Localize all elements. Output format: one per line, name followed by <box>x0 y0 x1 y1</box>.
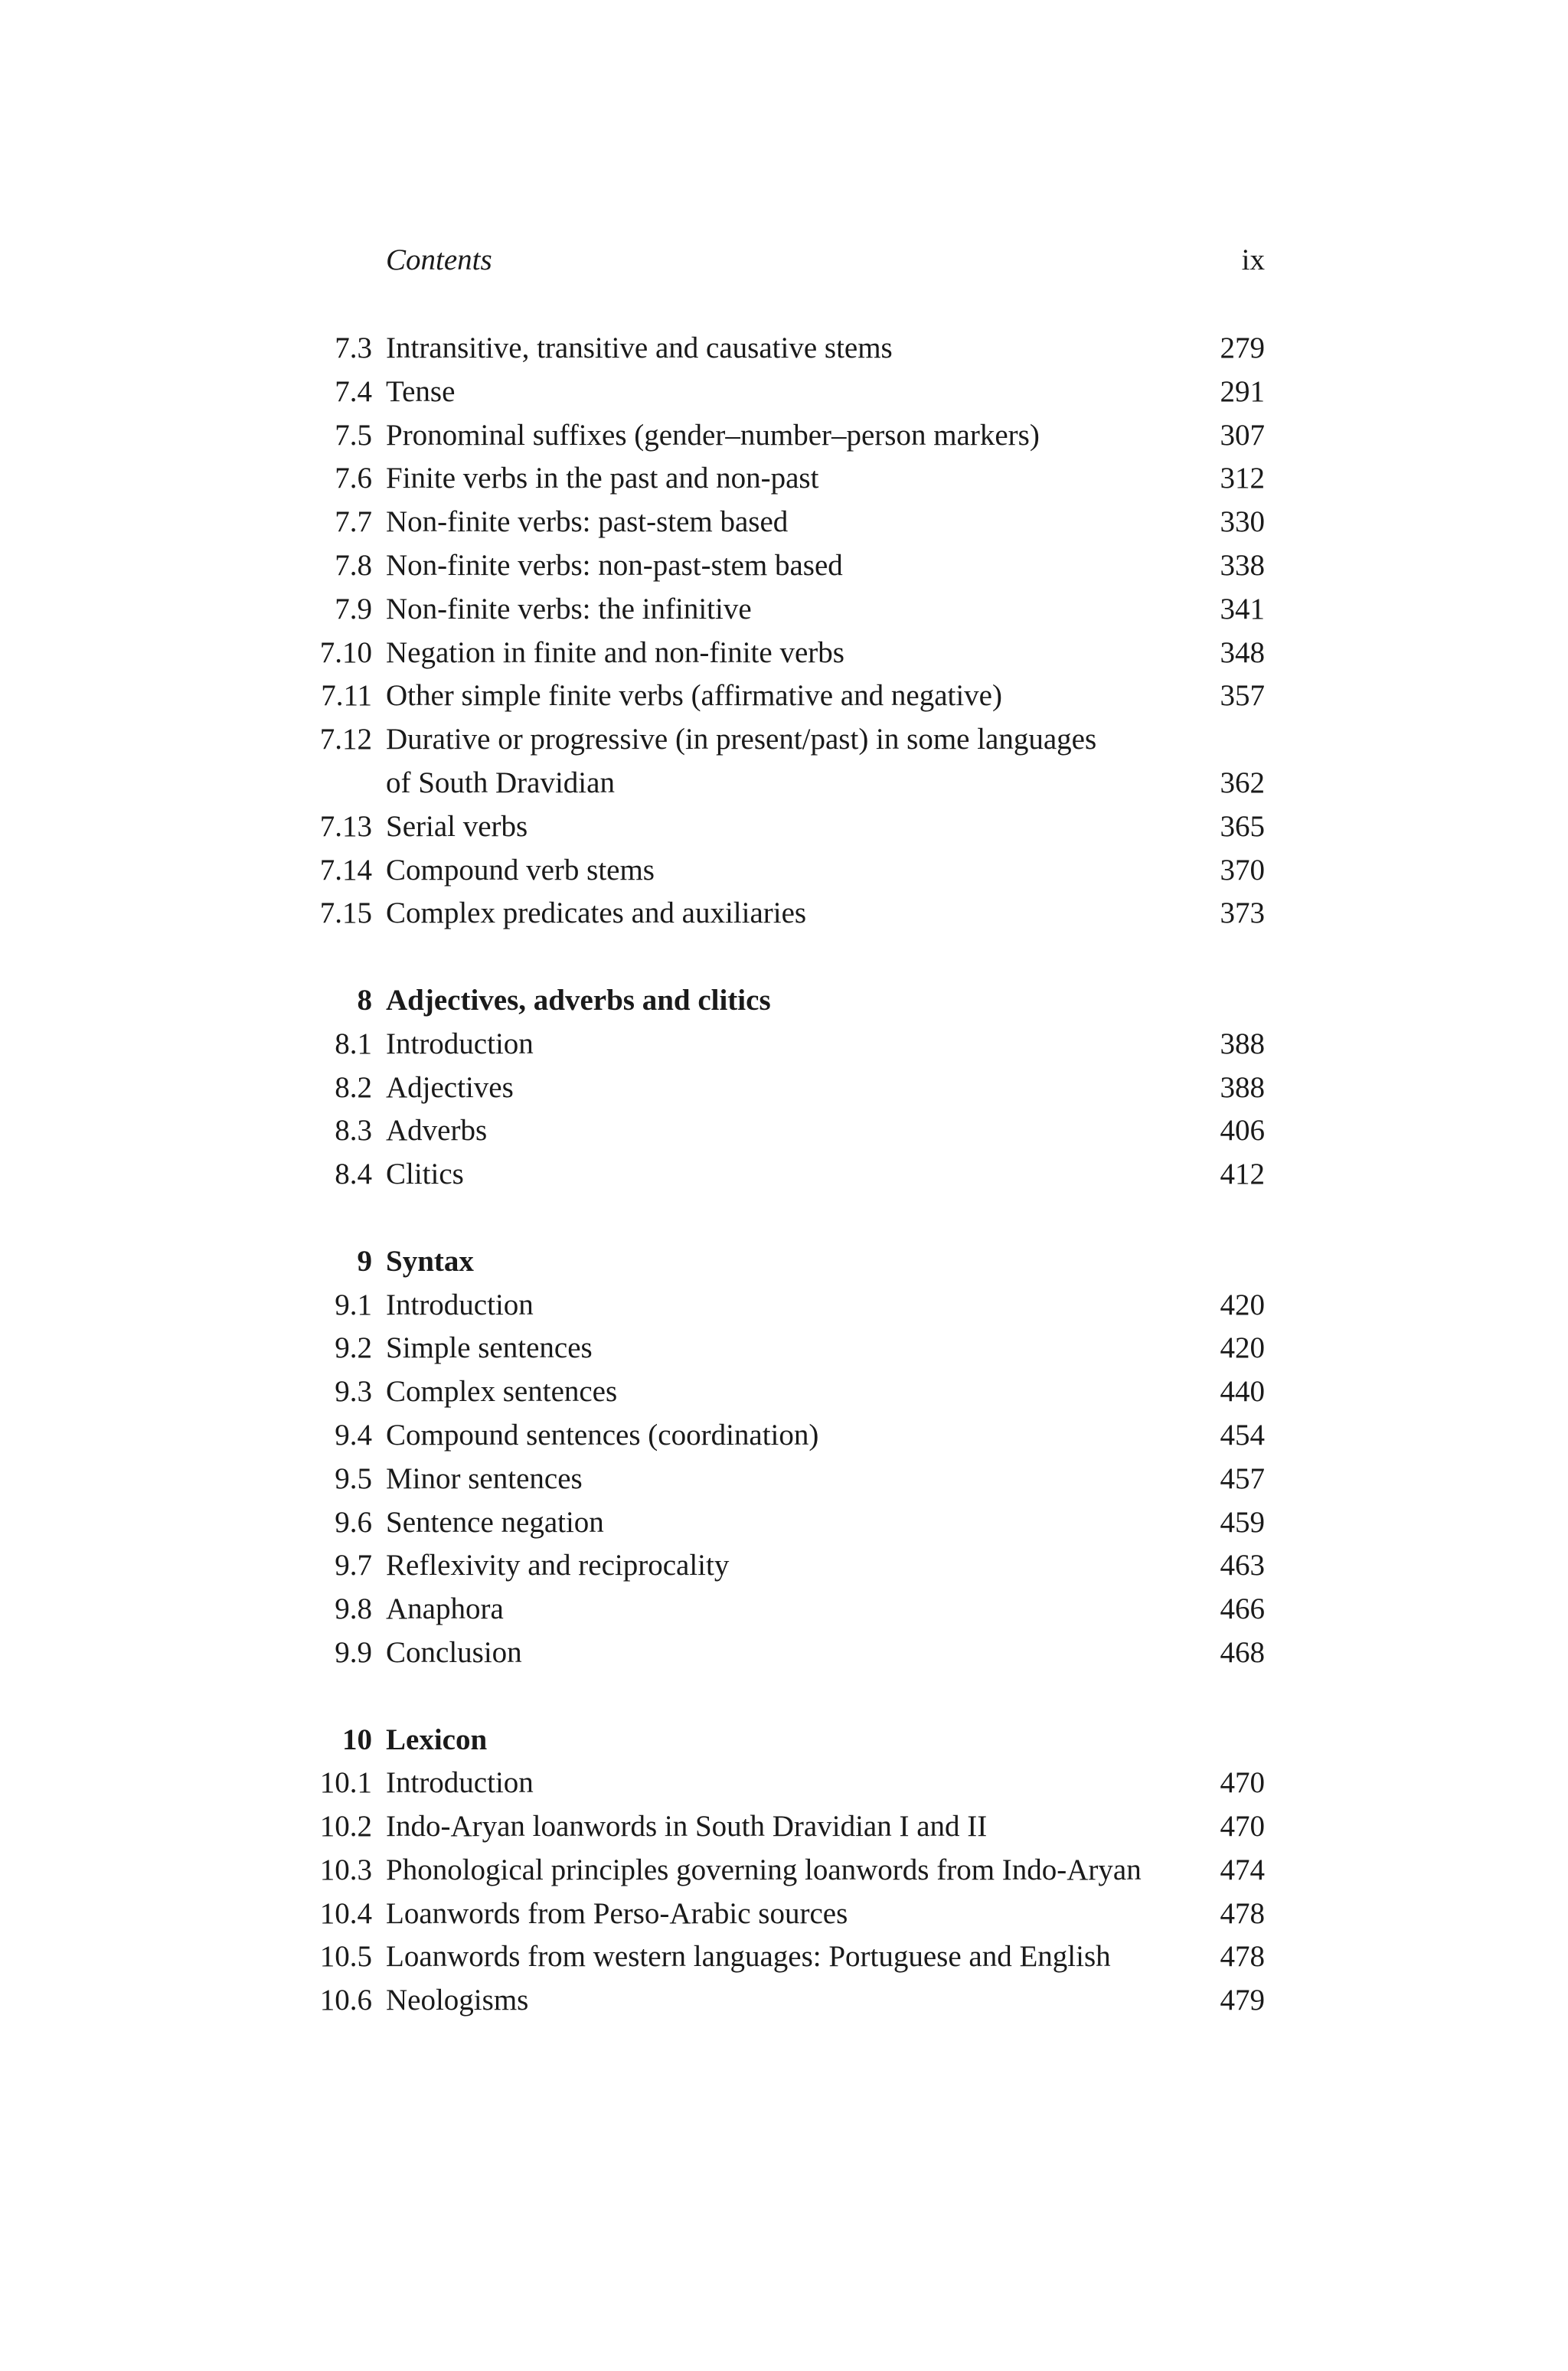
section-number: 9.8 <box>335 1592 372 1626</box>
section-title: Indo-Aryan loanwords in South Dravidian I and II <box>386 1810 988 1844</box>
chapter-number: 8 <box>357 983 372 1017</box>
section-page: 330 <box>1220 505 1265 539</box>
toc-entry <box>276 1805 1265 1849</box>
section-page: 412 <box>1220 1158 1265 1191</box>
section-title: Compound sentences (coordination) <box>386 1418 819 1452</box>
section-page: 362 <box>1220 766 1265 799</box>
section-number: 7.3 <box>335 331 372 364</box>
toc-entry <box>276 849 1265 893</box>
section-title: Complex predicates and auxiliaries <box>386 896 807 930</box>
section-page: 459 <box>1220 1505 1265 1539</box>
section-page: 440 <box>1220 1375 1265 1409</box>
section-title: Conclusion <box>386 1635 522 1669</box>
toc-entry <box>276 327 1265 371</box>
section-page: 466 <box>1220 1592 1265 1626</box>
section-page: 388 <box>1220 1027 1265 1060</box>
section-number: 8.1 <box>335 1027 372 1060</box>
section-number: 7.15 <box>319 896 372 930</box>
section-title: Complex sentences <box>386 1375 618 1409</box>
chapter-heading <box>276 979 1265 1023</box>
section-page: 348 <box>1220 635 1265 669</box>
section-number: 8.2 <box>335 1070 372 1104</box>
section-title: Finite verbs in the past and non-past <box>386 462 819 495</box>
section-title: Reflexivity and reciprocality <box>386 1549 730 1582</box>
section-page: 457 <box>1220 1461 1265 1495</box>
section-page: 454 <box>1220 1418 1265 1452</box>
section-title: Pronominal suffixes (gender–number–person markers) <box>386 418 1040 452</box>
section-number: 9.6 <box>335 1505 372 1539</box>
chapter-title: Lexicon <box>386 1723 488 1756</box>
section-page: 406 <box>1220 1114 1265 1148</box>
section-title: Adjectives <box>386 1070 514 1104</box>
section-page: 370 <box>1220 853 1265 887</box>
section-page: 312 <box>1220 462 1265 495</box>
toc-entry <box>276 1935 1265 1979</box>
section-page: 279 <box>1220 331 1265 364</box>
section-number: 7.12 <box>319 723 372 756</box>
section-page: 388 <box>1220 1070 1265 1104</box>
table-of-contents <box>276 327 1265 2023</box>
section-number: 10.2 <box>319 1810 372 1844</box>
section-number: 7.13 <box>319 809 372 843</box>
section-page: 357 <box>1220 679 1265 713</box>
toc-entry <box>276 1327 1265 1370</box>
toc-entry <box>276 1893 1265 1936</box>
section-page: 420 <box>1220 1288 1265 1321</box>
toc-entry <box>276 1501 1265 1545</box>
section-title: Tense <box>386 374 456 408</box>
section-number: 10.4 <box>319 1896 372 1930</box>
section-title: Compound verb stems <box>386 853 655 887</box>
toc-entry <box>276 1066 1265 1110</box>
section-number: 7.7 <box>335 505 372 539</box>
section-number: 7.8 <box>335 548 372 582</box>
toc-entry <box>276 718 1265 762</box>
section-page: 420 <box>1220 1331 1265 1365</box>
section-page: 479 <box>1220 1984 1265 2017</box>
section-number: 8.4 <box>335 1158 372 1191</box>
toc-entry <box>276 371 1265 414</box>
chapter-heading <box>276 1240 1265 1284</box>
toc-entry <box>276 1979 1265 2023</box>
section-page: 373 <box>1220 896 1265 930</box>
section-page: 338 <box>1220 548 1265 582</box>
section-title: Clitics <box>386 1158 464 1191</box>
section-title: Loanwords from western languages: Portuguese and English <box>386 1940 1111 1974</box>
section-title: Non-finite verbs: past-stem based <box>386 505 789 539</box>
section-title: Neologisms <box>386 1984 529 2017</box>
section-number: 10.5 <box>319 1940 372 1974</box>
section-number: 9.4 <box>335 1418 372 1452</box>
toc-entry <box>276 1370 1265 1414</box>
toc-entry <box>276 588 1265 632</box>
toc-entry <box>276 544 1265 588</box>
toc-entry <box>276 414 1265 458</box>
toc-entry <box>276 892 1265 936</box>
toc-entry <box>276 1153 1265 1197</box>
running-header-title: Contents <box>386 243 492 276</box>
section-number: 10.1 <box>319 1766 372 1800</box>
section-page: 470 <box>1220 1810 1265 1844</box>
section-number: 10.3 <box>319 1853 372 1886</box>
toc-entry <box>276 1023 1265 1066</box>
chapter-number: 10 <box>342 1723 372 1756</box>
section-number: 9.3 <box>335 1375 372 1409</box>
section-number: 7.9 <box>335 592 372 625</box>
running-header-page-number: ix <box>1241 243 1265 276</box>
section-title: Non-finite verbs: non-past-stem based <box>386 548 843 582</box>
toc-entry <box>276 1762 1265 1805</box>
section-title: Loanwords from Perso-Arabic sources <box>386 1896 848 1930</box>
section-page: 470 <box>1220 1766 1265 1800</box>
section-page: 341 <box>1220 592 1265 625</box>
toc-entry <box>276 457 1265 501</box>
section-title: Serial verbs <box>386 809 528 843</box>
section-page: 478 <box>1220 1940 1265 1974</box>
toc-entry <box>276 1109 1265 1153</box>
section-title: Negation in finite and non-finite verbs <box>386 635 844 669</box>
section-page: 468 <box>1220 1635 1265 1669</box>
section-title: Introduction <box>386 1288 534 1321</box>
section-number: 7.14 <box>319 853 372 887</box>
section-page: 478 <box>1220 1896 1265 1930</box>
chapter-title: Adjectives, adverbs and clitics <box>386 983 771 1017</box>
section-title: Anaphora <box>386 1592 504 1626</box>
toc-entry <box>276 1284 1265 1328</box>
section-number: 7.11 <box>321 679 372 713</box>
section-title: of South Dravidian <box>386 766 615 799</box>
toc-entry <box>276 501 1265 544</box>
section-number: 7.4 <box>335 374 372 408</box>
toc-entry <box>276 632 1265 675</box>
section-page: 365 <box>1220 809 1265 843</box>
section-title: Introduction <box>386 1766 534 1800</box>
section-number: 7.5 <box>335 418 372 452</box>
section-title: Intransitive, transitive and causative stems <box>386 331 893 364</box>
section-title: Introduction <box>386 1027 534 1060</box>
section-number: 9.5 <box>335 1461 372 1495</box>
section-page: 474 <box>1220 1853 1265 1886</box>
section-number: 10.6 <box>319 1984 372 2017</box>
section-title: Simple sentences <box>386 1331 593 1365</box>
chapter-number: 9 <box>357 1244 372 1278</box>
section-title: Minor sentences <box>386 1461 583 1495</box>
toc-entry-continuation <box>276 762 1265 805</box>
chapter-heading <box>276 1719 1265 1762</box>
section-title: Other simple finite verbs (affirmative and negative) <box>386 679 1002 713</box>
toc-entry <box>276 805 1265 849</box>
chapter-title: Syntax <box>386 1244 474 1278</box>
section-number: 8.3 <box>335 1114 372 1148</box>
section-page: 463 <box>1220 1549 1265 1582</box>
toc-entry <box>276 1588 1265 1631</box>
section-number: 7.10 <box>319 635 372 669</box>
toc-entry <box>276 1458 1265 1501</box>
toc-entry <box>276 1849 1265 1893</box>
section-title: Non-finite verbs: the infinitive <box>386 592 752 625</box>
section-title: Durative or progressive (in present/past) in some languages <box>386 723 1097 756</box>
section-number: 9.7 <box>335 1549 372 1582</box>
section-title: Adverbs <box>386 1114 488 1148</box>
section-page: 307 <box>1220 418 1265 452</box>
section-title: Sentence negation <box>386 1505 604 1539</box>
section-number: 7.6 <box>335 462 372 495</box>
section-title: Phonological principles governing loanwords from Indo-Aryan <box>386 1853 1142 1886</box>
toc-entry <box>276 1414 1265 1458</box>
section-number: 9.9 <box>335 1635 372 1669</box>
toc-entry <box>276 674 1265 718</box>
section-page: 291 <box>1220 374 1265 408</box>
section-number: 9.1 <box>335 1288 372 1321</box>
section-number: 9.2 <box>335 1331 372 1365</box>
toc-entry <box>276 1631 1265 1675</box>
toc-entry <box>276 1544 1265 1588</box>
